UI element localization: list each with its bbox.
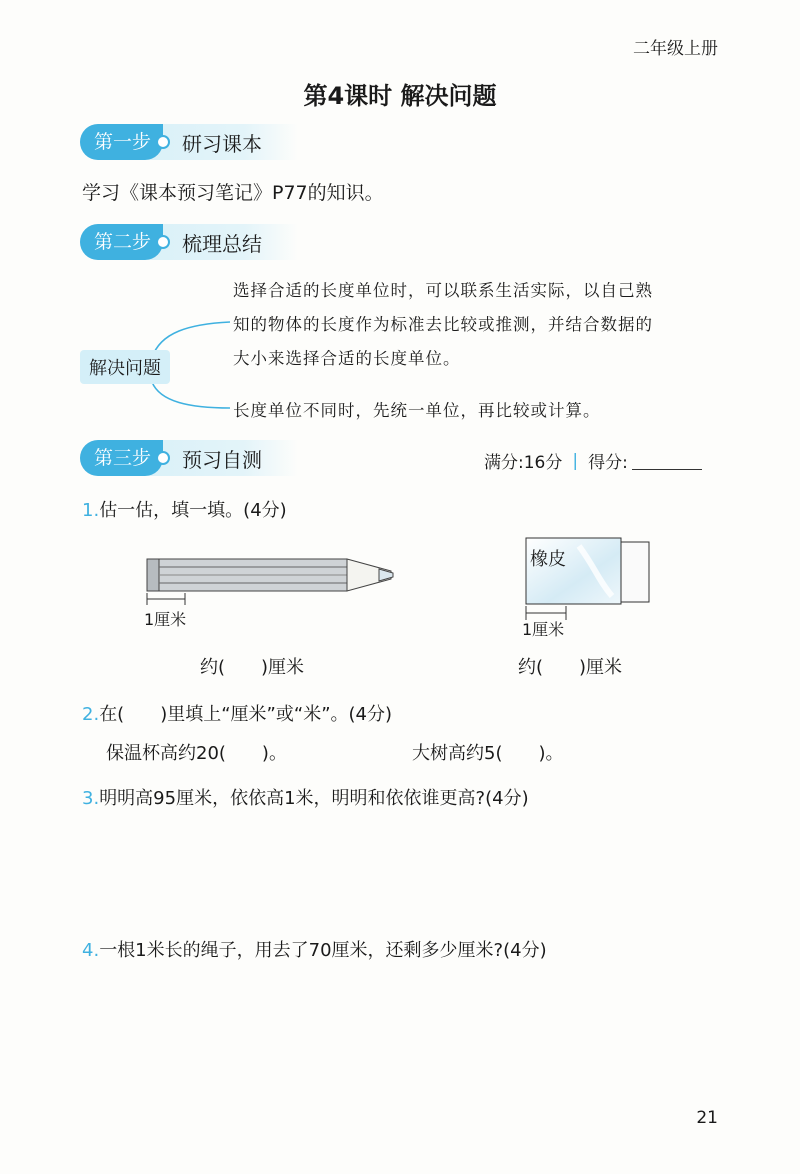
step-two-title: 梳理总结	[182, 231, 263, 256]
mindmap-branch-1-line-1: 选择合适的长度单位时，可以联系生活实际，以自己熟	[233, 281, 653, 300]
question-4-text: 一根1米长的绳子，用去了70厘米，还剩多少厘米?(4分)	[99, 940, 547, 961]
eraser-label: 橡皮	[530, 549, 566, 570]
bullet-dot-icon	[156, 451, 170, 465]
step-one-banner	[80, 124, 298, 160]
question-2	[82, 700, 392, 726]
question-4	[82, 936, 547, 962]
mindmap-branch-1-line-3: 大小来选择合适的长度单位。	[233, 349, 461, 368]
score-separator: |	[572, 450, 579, 471]
eraser-unit-label: 1厘米	[522, 620, 565, 639]
lesson-title: 第4课时 解决问题	[303, 82, 497, 110]
eraser-answer[interactable]: 约( )厘米	[518, 657, 623, 678]
grade-label: 二年级上册	[633, 39, 718, 59]
score-box	[484, 448, 702, 473]
question-2-item-b[interactable]: 大树高约5( )。	[412, 743, 564, 764]
step-three-number: 第三步	[80, 440, 163, 476]
question-4-number: 4.	[82, 940, 100, 961]
question-1	[82, 496, 287, 522]
pencil-unit-label: 1厘米	[144, 610, 187, 629]
question-3-text: 明明高95厘米，依依高1米，明明和依依谁更高?(4分)	[99, 788, 529, 809]
question-2-text: 在( )里填上“厘米”或“米”。(4分)	[99, 704, 393, 725]
question-3	[82, 784, 529, 810]
bullet-dot-icon	[156, 135, 170, 149]
step-one-number: 第一步	[80, 124, 163, 160]
mindmap-branch-2: 长度单位不同时，先统一单位，再比较或计算。	[233, 401, 601, 420]
mindmap-branch-1-line-2: 知的物体的长度作为标准去比较或推测，并结合数据的	[233, 315, 653, 334]
question-1-text: 估一估，填一填。(4分)	[99, 500, 287, 521]
score-label: 得分:	[588, 453, 628, 473]
mindmap-center: 解决问题	[80, 350, 170, 384]
step-three-banner	[80, 440, 298, 476]
page-number: 21	[696, 1108, 718, 1128]
question-1-number: 1.	[82, 500, 100, 521]
question-2-item-a[interactable]: 保温杯高约20( )。	[106, 743, 287, 764]
step-two-banner	[80, 224, 298, 260]
question-2-number: 2.	[82, 704, 100, 725]
full-score: 满分:16分	[484, 453, 563, 473]
step-three-title: 预习自测	[182, 447, 263, 472]
step-one-title: 研习课本	[182, 131, 263, 156]
pencil-answer[interactable]: 约( )厘米	[200, 657, 305, 678]
bullet-dot-icon	[156, 235, 170, 249]
score-blank[interactable]	[632, 451, 702, 470]
question-3-number: 3.	[82, 788, 100, 809]
step-two-number: 第二步	[80, 224, 163, 260]
study-instruction: 学习《课本预习笔记》P77的知识。	[82, 182, 384, 204]
